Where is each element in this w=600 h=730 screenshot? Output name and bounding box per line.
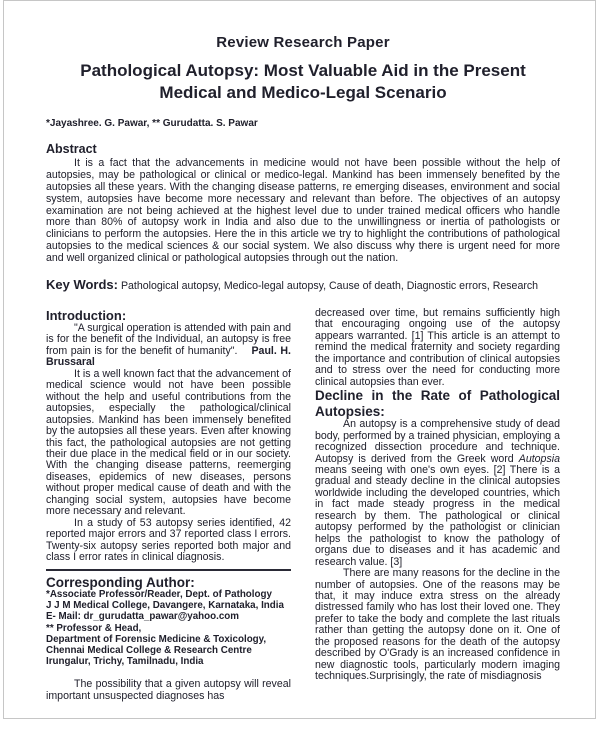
continuation-paragraph: decreased over time, but remains sufficiently high that encouraging ongoing use of the autopsy appears warranted. [1] This article is an attempt to remind the medical fraternity and society regarding the importance and contribution of clinical autopsies and to stress over the need for conducting more clinical autopsies than ever. bbox=[315, 307, 560, 388]
keywords-text: Pathological autopsy, Medico-legal autopsy, Cause of death, Diagnostic errors, Research bbox=[120, 280, 539, 293]
right-column bbox=[315, 308, 560, 702]
author-email-line: E- Mail: dr_gurudatta_pawar@yahoo.com bbox=[46, 611, 240, 623]
authors-line: *Jayashree. G. Pawar, ** Gurudatta. S. Pawar bbox=[46, 117, 258, 129]
author-affiliation-line: Department of Forensic Medicine & Toxicology, bbox=[46, 633, 267, 645]
quote-attribution: Paul. H. Brussaral bbox=[46, 344, 291, 369]
keywords-label: Key Words: bbox=[46, 277, 118, 293]
definition-text-after: means seeing with one's own eyes. [2] There is a gradual and steady decline in the clinical autopsies worldwide including the developed countries, which in fact made steady progress in the medical research by them. The pathological or clinical autopsy performed by the pathologist or clinician helps the pathologist to know the pathology of organs due to diseases and it has academic and research value. [3] bbox=[315, 464, 560, 568]
author-affiliation-line: ** Professor & Head, bbox=[46, 622, 142, 634]
study-paragraph: In a study of 53 autopsy series identified, 42 reported major errors and 37 reported class I errors. Twenty-six autopsy series reported both major and class I error rates in clinical diagnosis. bbox=[46, 516, 291, 564]
decline-heading: Decline in the Rate of Pathological Autopsies: bbox=[315, 388, 560, 419]
paper-title: Pathological Autopsy: Most Valuable Aid in the Present Medical and Medico-Legal Scenario bbox=[80, 61, 526, 103]
quote-paragraph bbox=[46, 323, 291, 369]
keywords-line bbox=[46, 278, 560, 293]
abstract-heading: Abstract bbox=[46, 141, 97, 156]
introduction-heading: Introduction: bbox=[46, 308, 127, 324]
intro-paragraph: It is a well known fact that the advancement of medical science would not have been possible without the help and useful contributions from the autopsies, especially the pathological/clinical autopsies. Mankind has been immensely benefited by the autopsies all these years. Even after knowing this fact, the pathological autopsies are not getting their due place in the medical field or in our society. With the changing disease patterns, reemerging diseases, epidemics of new diseases, persons without proper medical cause of death and with the changing social system, autopsies have become more necessary and relevant. bbox=[46, 367, 291, 518]
author-affiliation-line: *Associate Professor/Reader, Dept. of Pathology bbox=[46, 589, 272, 600]
author-affiliation-line: Chennai Medical College & Research Centre bbox=[46, 645, 252, 657]
quote-text: "A surgical operation is attended with pain and is for the benefit of the Individual, an autopsy is free from pain is for the benefit of humanity". bbox=[46, 322, 291, 357]
autopsy-definition-paragraph bbox=[315, 419, 560, 568]
left-column bbox=[46, 308, 291, 702]
author-affiliation-line: Irungalur, Trichy, Tamilnadu, India bbox=[46, 656, 204, 668]
paper-category: Review Research Paper bbox=[216, 34, 390, 51]
two-column-body bbox=[46, 308, 560, 702]
definition-text-before: An autopsy is a comprehensive study of dead body, performed by a trained physician, employing a recognized dissection procedure and technique. Autopsy is derived from the Greek word bbox=[315, 418, 560, 465]
autopsia-italic-term: Autopsia bbox=[518, 452, 560, 465]
author-affiliation-line: J J M Medical College, Davangere, Karnataka, India bbox=[46, 600, 284, 612]
reasons-paragraph: There are many reasons for the decline in the number of autopsies. One of the reasons may be that, it may induce extra stress on the already distressed family who has lost their loved one. They prefer to take the body and complete the last rituals rather than getting the autopsy done on it. One of the proposed reasons for the death of the autopsy described by O'Grady is an increased confidence in new diagnostic tools, particularly modern imaging techniques.Surprisingly, the rate of misdiagnosis bbox=[315, 567, 560, 683]
abstract-text: It is a fact that the advancements in medicine would not have been possible without the help of autopsies, may be pathological or clinical or medico-legal. Mankind has been immensely benefited by the autopsies all these years. With the changing disease patterns, re emerging diseases, environment and social system, autopsies have become more necessary and relevant than before. The objectives of an autopsy examination are not being achieved at the highest level due to under trained medical officers who handle more than 80% of autopsy work in India and also due to the unwillingness or inertia of pathologists or clinicians to perform the autopsies. Here the in this article we try to highlight the contributions of pathological autopsies to the medical sciences & our social system. We also discuss why there is urgent need for more and well organized clinical or pathological autopsies through out the nation. bbox=[46, 156, 560, 265]
corresponding-author-heading: Corresponding Author: bbox=[46, 574, 195, 590]
possibility-paragraph: The possibility that a given autopsy will reveal important unsuspected diagnoses has bbox=[46, 678, 291, 702]
section-divider bbox=[46, 569, 291, 571]
